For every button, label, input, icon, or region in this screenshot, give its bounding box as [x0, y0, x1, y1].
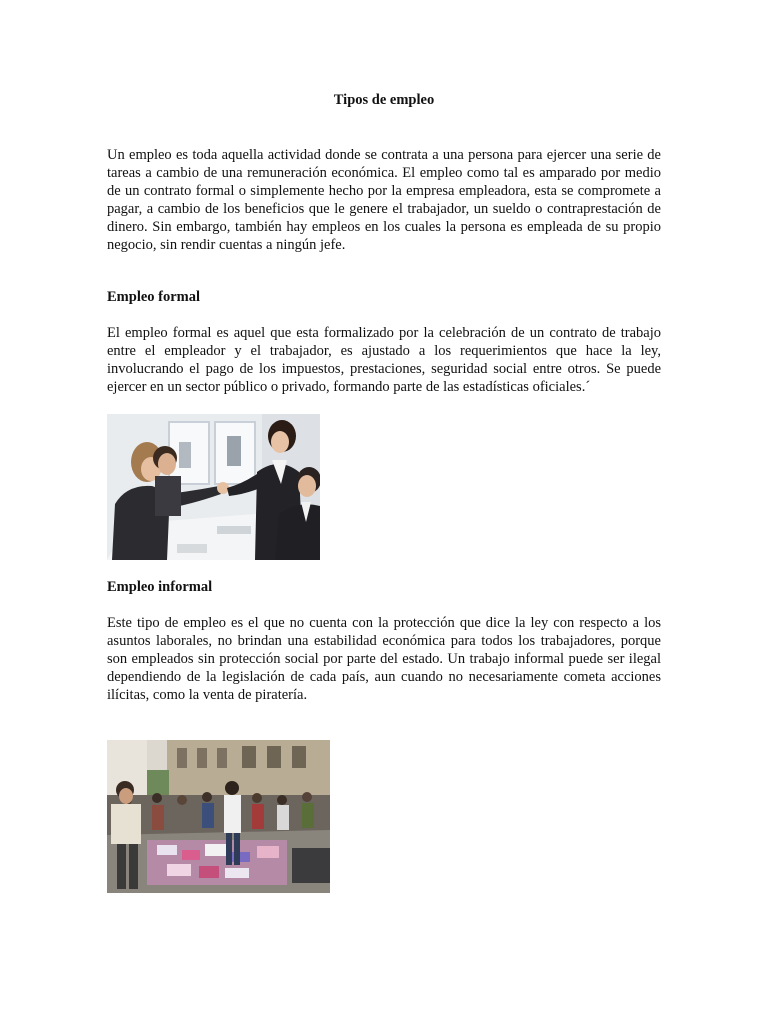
section-body-informal: Este tipo de empleo es el que no cuenta con la protección que dice la ley con respecto a los asuntos laborales, no brindan una estabilidad económica para todos los trabajadores, porque son empleados sin protección social por parte del estado. Un trabajo informal puede ser ilegal dependiendo de la legislación de cada país, aun cuando no necesariamente cometa acciones ilícitas, como la venta de piratería. — [107, 615, 661, 703]
document-title: Tipos de empleo — [333, 92, 435, 108]
street-market-photo — [107, 740, 330, 893]
intro-paragraph: Un empleo es toda aquella actividad donde se contrata a una persona para ejercer una serie de tareas a cambio de una remuneración económica. El empleo como tal es amparado por medio de un contrato formal o simplemente hecho por la empresa empleadora, esta se compromete a pagar, a cambio de los beneficios que le genere el trabajador, un sueldo o contraprestación de dinero. Sin embargo, también hay empleos en los cuales la persona es empleada de su propio negocio, sin rendir cuentas a ningún jefe. — [107, 147, 661, 253]
section-body-formal: El empleo formal es aquel que esta formalizado por la celebración de un contrato de trabajo entre el empleador y el trabajador, es ajustado a los requerimientos que hace la ley, involucrando el pago de los impuestos, prestaciones, seguridad social entre otros. Se puede ejercer en un sector público o privado, formando parte de las estadísticas oficiales.´ — [107, 325, 661, 395]
section-heading-informal: Empleo informal — [107, 579, 213, 595]
handshake-office-photo — [107, 414, 320, 560]
section-heading-formal: Empleo formal — [107, 289, 201, 305]
